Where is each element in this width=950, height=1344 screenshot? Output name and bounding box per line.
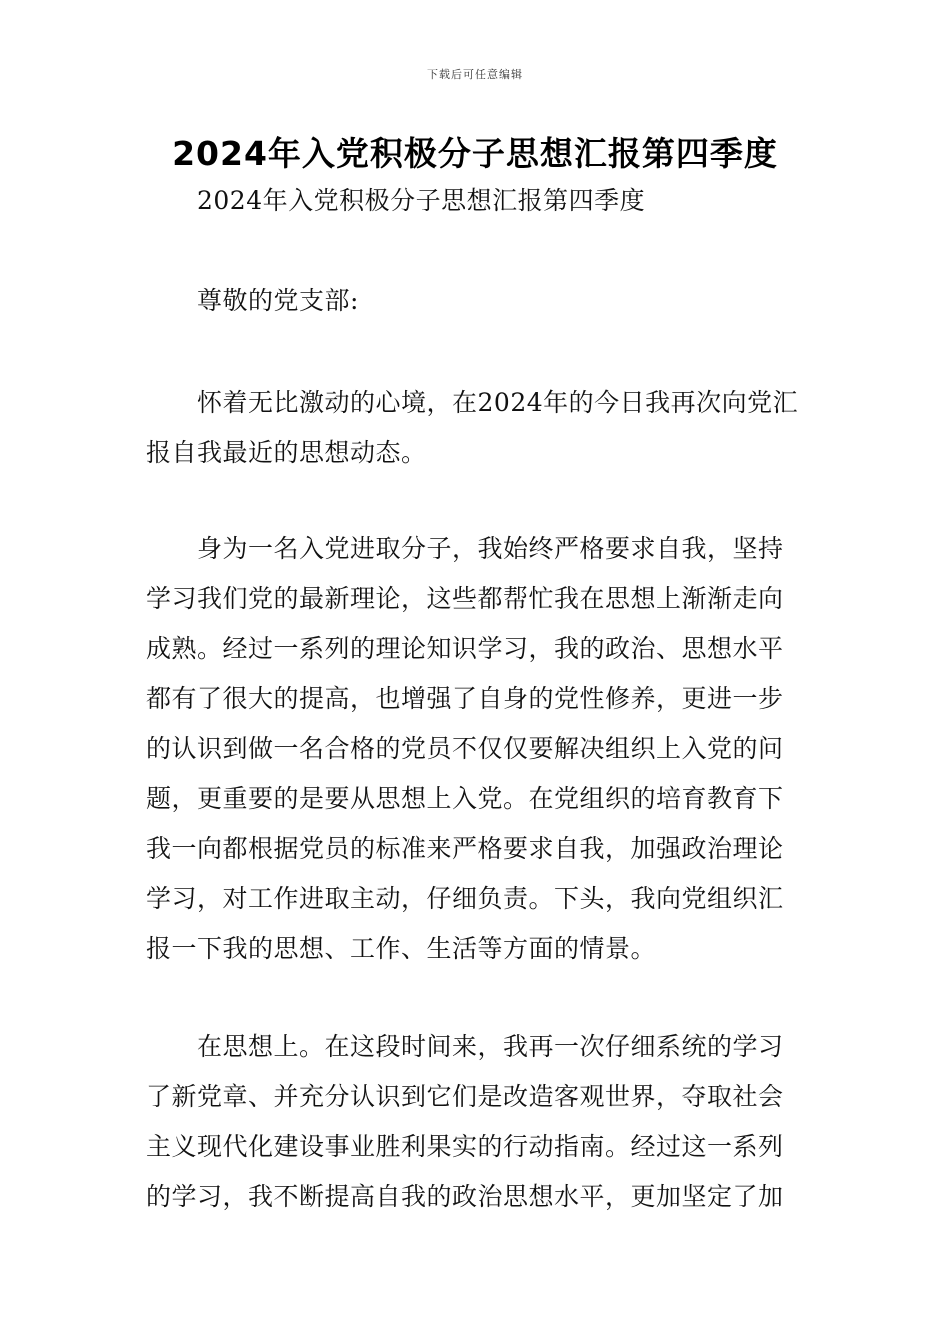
- header-note: 下载后可任意编辑: [427, 68, 523, 81]
- document-title: 2024年入党积极分子思想汇报第四季度: [172, 134, 778, 173]
- paragraph-2: 身为一名入党进取分子，我始终严格要求自我，坚持学习我们党的最新理论，这些都帮忙我在思想上渐渐走向成熟。经过一系列的理论知识学习，我的政治、思想水平都有了很大的提高，也增强了自身的党性修养，更进一步的认识到做一名合格的党员不仅仅要解决组织上入党的问题，更重要的是要从思想上入党。在党组织的培育教育下我一向都根据党员的标准来严格要求自我，加强政治理论学习，对工作进取主动，仔细负责。下头，我向党组织汇报一下我的思想、工作、生活等方面的情景。: [146, 534, 784, 963]
- paragraph-1: 怀着无比激动的心境，在2024年的今日我再次向党汇报自我最近的思想动态。: [146, 388, 799, 467]
- document-subtitle: 2024年入党积极分子思想汇报第四季度: [197, 186, 646, 215]
- paragraph-3: 在思想上。在这段时间来，我再一次仔细系统的学习了新党章、并充分认识到它们是改造客观世界，夺取社会主义现代化建设事业胜利果实的行动指南。经过这一系列的学习，我不断提高自我的政治思想水平，更加坚定了加: [146, 1032, 784, 1211]
- salutation: 尊敬的党支部:: [197, 286, 359, 315]
